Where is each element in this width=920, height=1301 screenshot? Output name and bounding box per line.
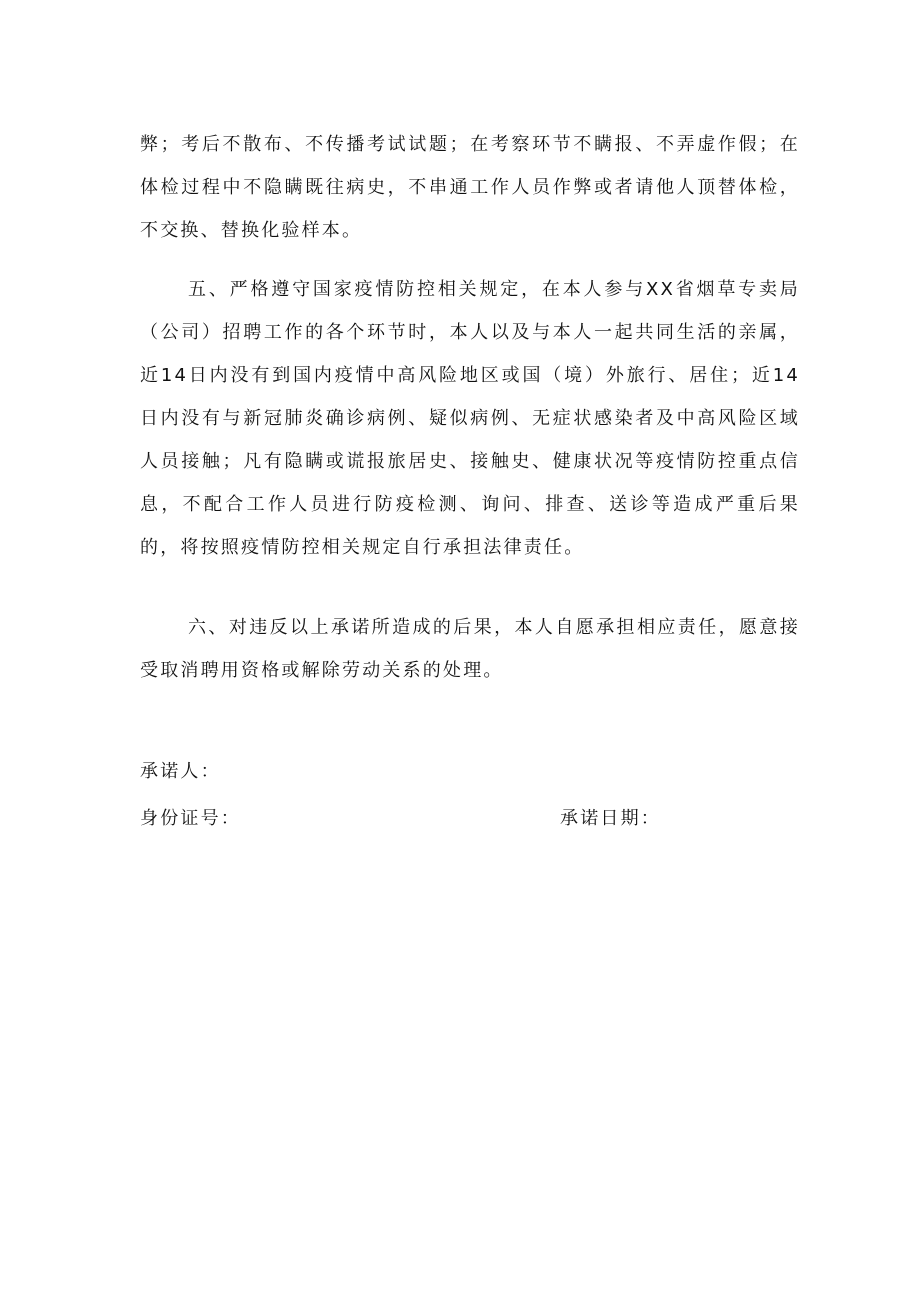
promise-date-label: 承诺日期： xyxy=(560,808,661,829)
paragraph-item-five: 五、严格遵守国家疫情防控相关规定，在本人参与XX省烟草专卖局（公司）招聘工作的各个环节时，本人以及与本人一起共同生活的亲属，近14日内没有到国内疫情中高风险地区或国（境）外旅行、居住；近14日内没有与新冠肺炎确诊病例、疑似病例、无症状感染者及中高风险区域人员接触；凡有隐瞒或谎报旅居史、接触史、健康状况等疫情防控重点信息，不配合工作人员进行防疫检测、询问、排查、送诊等造成严重后果的，将按照疫情防控相关规定自行承担法律责任。 xyxy=(140,279,800,558)
id-number-label: 身份证号： xyxy=(140,808,241,829)
paragraph-item-six: 六、对违反以上承诺所造成的后果，本人自愿承担相应责任，愿意接受取消聘用资格或解除劳动关系的处理。 xyxy=(140,617,800,681)
promisor-label: 承诺人： xyxy=(140,761,221,782)
paragraph-continuation: 弊；考后不散布、不传播考试试题；在考察环节不瞒报、不弄虚作假；在体检过程中不隐瞒既往病史，不串通工作人员作弊或者请他人顶替体检，不交换、替换化验样本。 xyxy=(140,134,800,241)
